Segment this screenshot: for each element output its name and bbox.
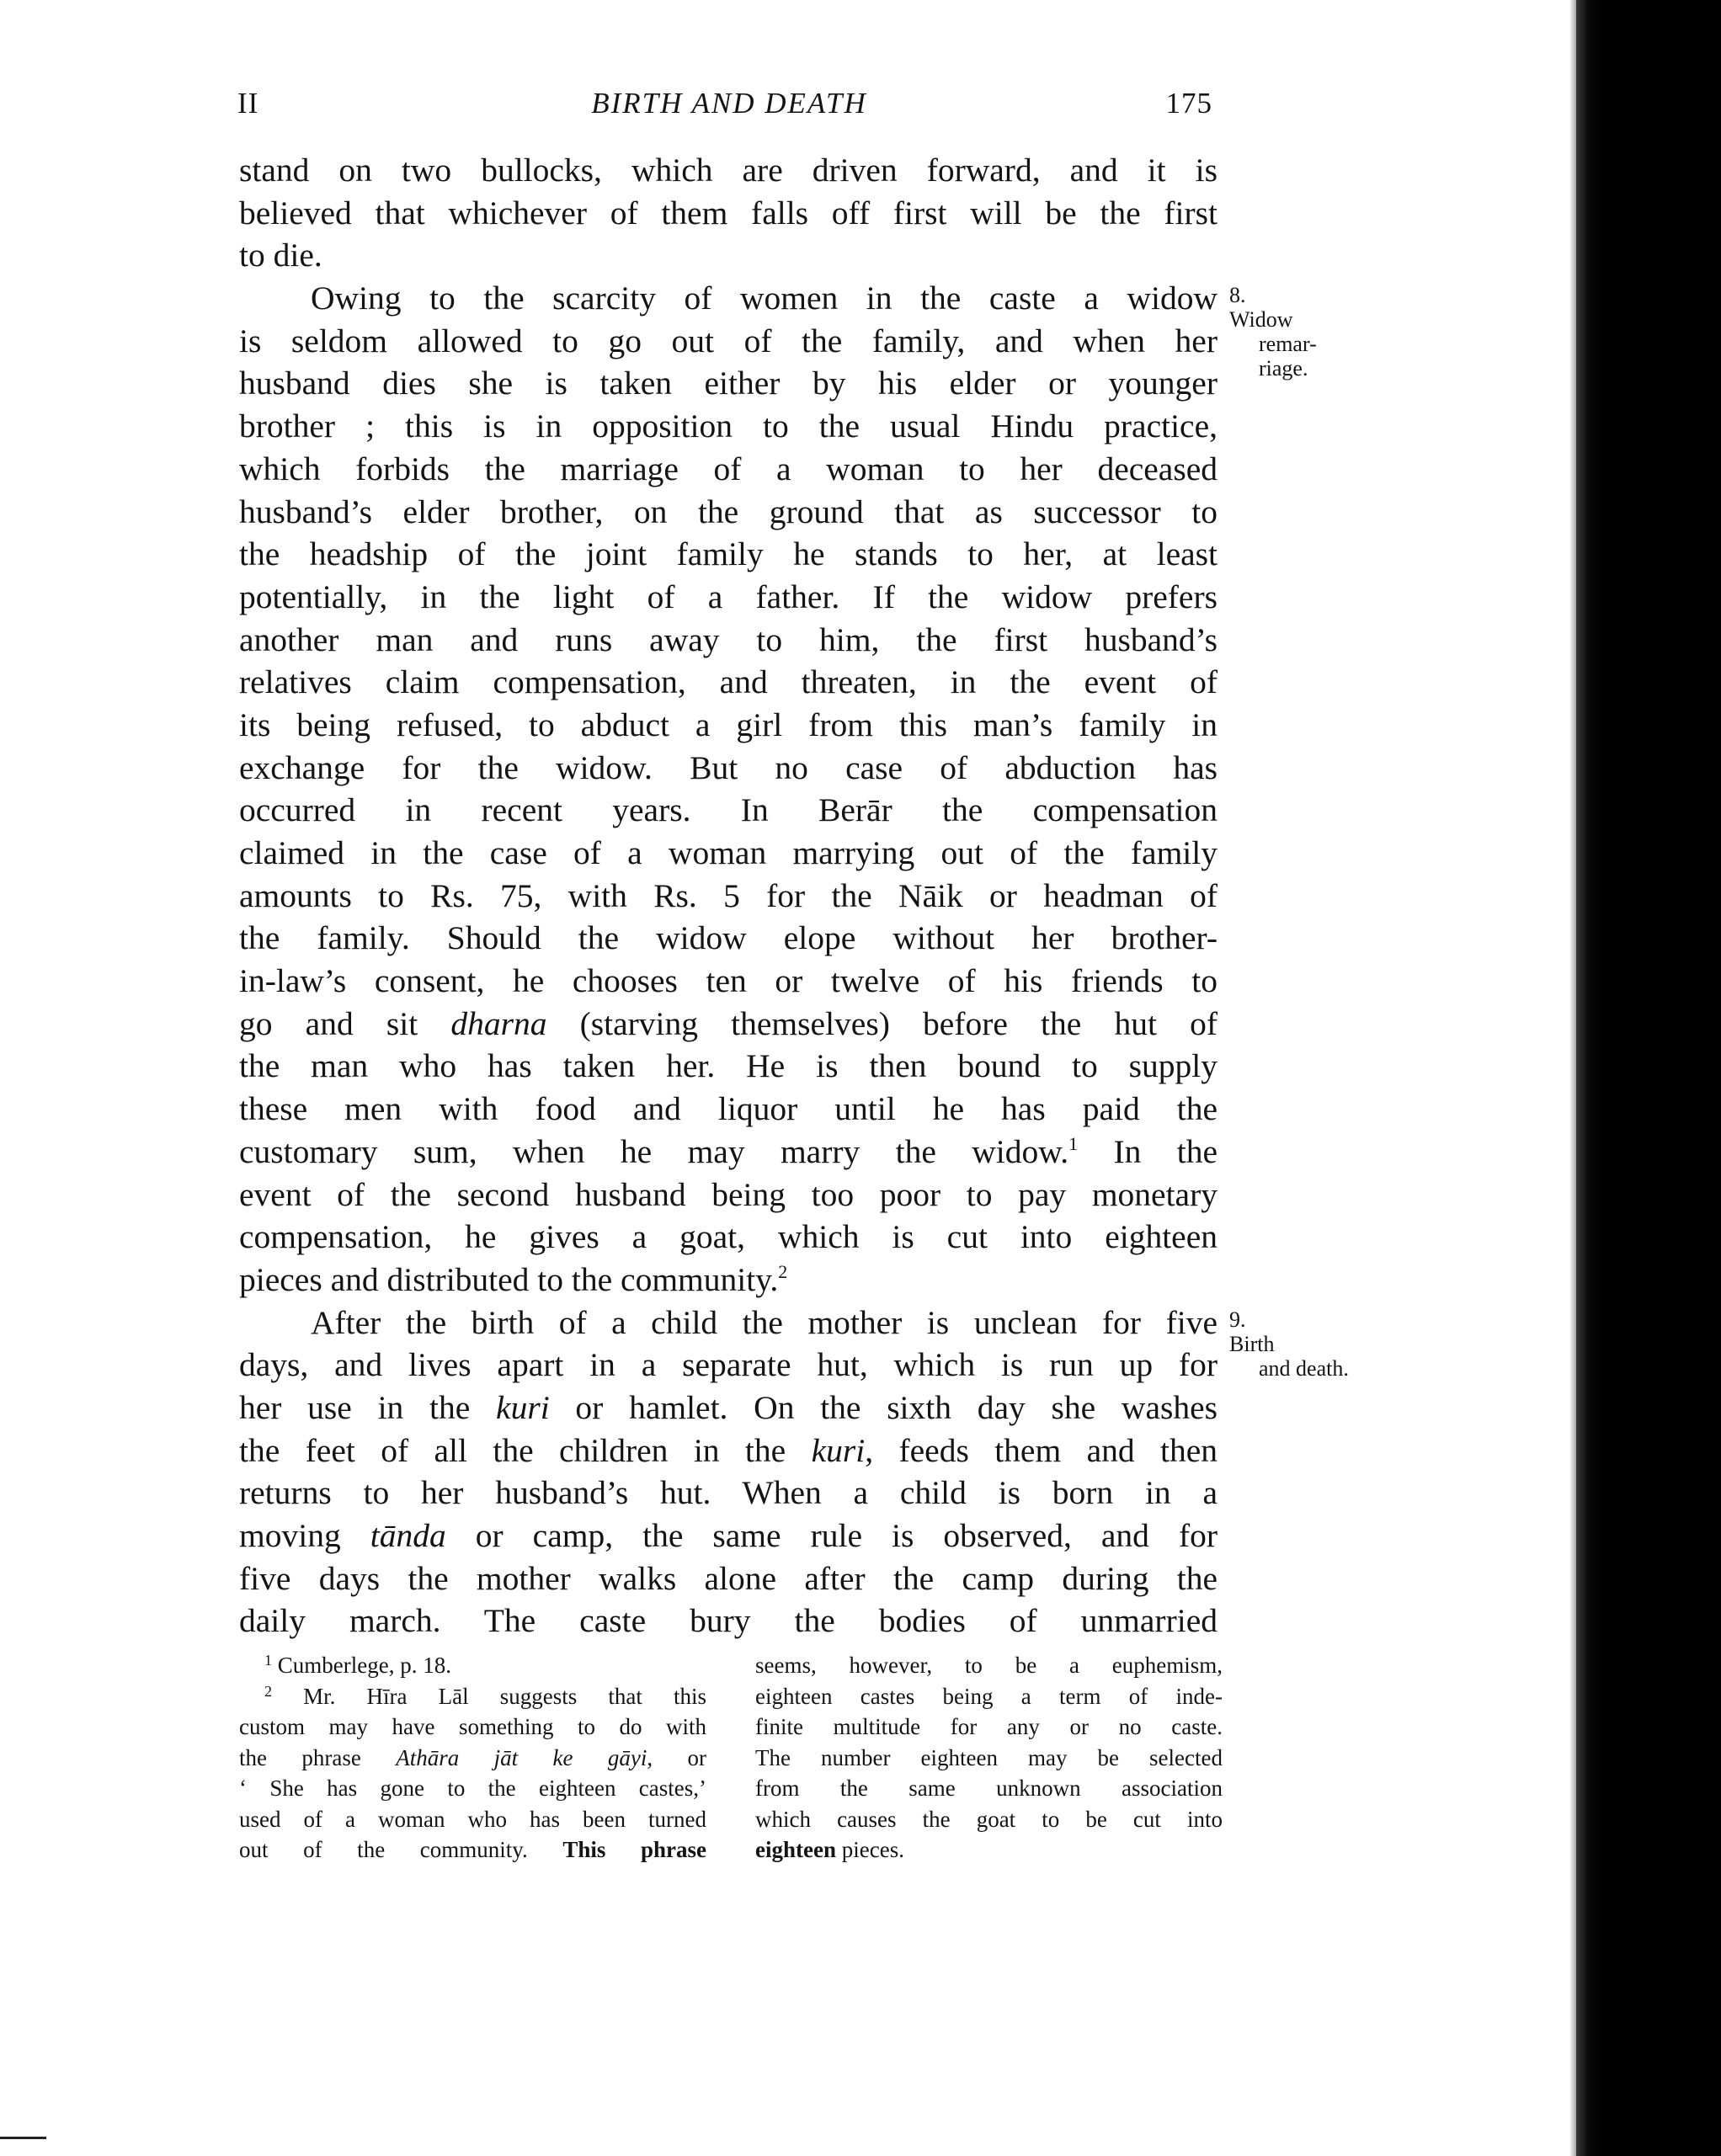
- footnote-line: which causes the goat to be cut into: [755, 1806, 1223, 1832]
- text-line: compensation, he gives a goat, which is cut into eighteen: [239, 1218, 1217, 1256]
- text-line: go and sit dharna (starving themselves) before the hut of: [239, 1004, 1217, 1042]
- footnote-line: The number eighteen may be selected: [755, 1744, 1223, 1770]
- text-line: to die.: [239, 237, 322, 274]
- footnote-line: eighteen pieces.: [755, 1837, 904, 1862]
- running-head-title: BIRTH AND DEATH: [591, 87, 867, 120]
- text-line: potentially, in the light of a father. If the widow prefers: [239, 578, 1217, 615]
- sidenote-text: Birth: [1229, 1332, 1275, 1356]
- italic-phrase-athara-jat: Athāra jāt ke gāyi: [396, 1744, 647, 1770]
- scan-mark: [0, 2137, 46, 2139]
- text-line: another man and runs away to him, the first husband’s: [239, 620, 1217, 658]
- text-line: its being refused, to abduct a girl from this man’s family in: [239, 705, 1217, 743]
- footnote-line: from the same unknown association: [755, 1775, 1223, 1801]
- footnote-ref-1: 1: [1068, 1132, 1079, 1154]
- chapter-numeral: II: [237, 87, 259, 120]
- footnote-1: $^1$ Cumberlege, p. 18.: [264, 1652, 451, 1678]
- text-line: brother ; this is in opposition to the usual Hindu practice,: [239, 407, 1217, 445]
- paragraph-start-widow-remarriage: Owing to the scarcity of women in the caste a widow: [311, 279, 1217, 317]
- text-line: customary sum, when he may marry the widow.$^1$ In the: [239, 1132, 1217, 1170]
- text-line: the man who has taken her. He is then bound to supply: [239, 1047, 1217, 1085]
- page-number: 175: [1165, 87, 1212, 120]
- text-line: relatives claim compensation, and threaten, in the event of: [239, 663, 1217, 701]
- footnote-line: seems, however, to be a euphemism,: [755, 1653, 1223, 1678]
- footnote-line: used of a woman who has been turned: [239, 1806, 706, 1832]
- footnotes-left-column: [239, 1650, 706, 1866]
- italic-term-kuri: kuri: [811, 1431, 866, 1469]
- text-line: husband dies she is taken either by his elder or younger: [239, 365, 1217, 402]
- sidenote-text: riage.: [1259, 356, 1308, 381]
- text-line: her use in the kuri or hamlet. On the sixth day she washes: [239, 1388, 1218, 1426]
- italic-term-dharna: dharna: [450, 1004, 547, 1042]
- sidenote-text: Widow: [1229, 307, 1293, 332]
- body-text: [239, 149, 1217, 1642]
- text-line: five days the mother walks alone after the camp during the: [239, 1559, 1217, 1597]
- footnote-line: eighteen castes being a term of inde-: [755, 1683, 1223, 1709]
- text-line: husband’s elder brother, on the ground that as successor to: [239, 492, 1217, 530]
- paragraph-start-birth-death: After the birth of a child the mother is unclean for five: [311, 1303, 1217, 1341]
- sidenote-text: and death.: [1259, 1356, 1349, 1381]
- sidenote-number: 8.: [1229, 283, 1246, 307]
- binding-shadow: [1576, 0, 1721, 2156]
- footnotes-right-column: [755, 1650, 1223, 1866]
- text-line: event of the second husband being too poor to pay monetary: [239, 1175, 1217, 1213]
- text-line: the headship of the joint family he stands to her, at least: [239, 535, 1217, 573]
- text-line: moving tānda or camp, the same rule is observed, and for: [239, 1517, 1218, 1554]
- text-line: daily march. The caste bury the bodies of unmarried: [239, 1602, 1217, 1640]
- sidenote-widow-remarriage: [1229, 283, 1364, 381]
- footnote-2: $^2$ Mr. Hīra Lāl suggests that this: [264, 1682, 706, 1709]
- text-line: the family. Should the widow elope without her brother-: [239, 919, 1217, 957]
- footnote-ref-2: 2: [778, 1260, 788, 1282]
- text-line: the feet of all the children in the kuri, feeds them and then: [239, 1431, 1217, 1469]
- text-line: believed that whichever of them falls off first will be the first: [239, 194, 1217, 232]
- text-line: in-law’s consent, he chooses ten or twelve of his friends to: [239, 962, 1217, 1000]
- text-line: pieces and distributed to the community.$^2$: [239, 1260, 788, 1298]
- text-line: is seldom allowed to go out of the family, and when her: [239, 322, 1217, 359]
- running-head: [237, 83, 1221, 125]
- text-line: stand on two bullocks, which are driven forward, and it is: [239, 152, 1217, 189]
- text-line: claimed in the case of a woman marrying out of the family: [239, 834, 1217, 871]
- sidenote-number: 9.: [1229, 1307, 1246, 1332]
- text-line: occurred in recent years. In Berār the compensation: [239, 791, 1217, 829]
- text-line: exchange for the widow. But no case of abduction has: [239, 748, 1217, 786]
- text-line: these men with food and liquor until he has paid the: [239, 1090, 1217, 1128]
- footnote-line: the phrase Athāra jāt ke gāyi, or: [239, 1744, 706, 1770]
- text-line: returns to her husband’s hut. When a child is born in a: [239, 1474, 1217, 1512]
- text-line: days, and lives apart in a separate hut, which is run up for: [239, 1346, 1217, 1384]
- italic-term-kuri: kuri: [496, 1388, 550, 1426]
- text-line: which forbids the marriage of a woman to her deceased: [239, 450, 1217, 487]
- footnote-line: custom may have something to do with: [239, 1714, 706, 1739]
- sidenote-birth-and-death: [1229, 1307, 1364, 1381]
- footnote-line: ‘ She has gone to the eighteen castes,’: [239, 1775, 706, 1801]
- text-line: amounts to Rs. 75, with Rs. 5 for the Nāik or headman of: [239, 876, 1217, 914]
- footnote-line: finite multitude for any or no caste.: [755, 1714, 1223, 1739]
- sidenote-text: remar-: [1259, 332, 1317, 356]
- footnote-line: out of the community. This phrase: [239, 1837, 706, 1862]
- italic-term-tanda: tānda: [370, 1517, 446, 1554]
